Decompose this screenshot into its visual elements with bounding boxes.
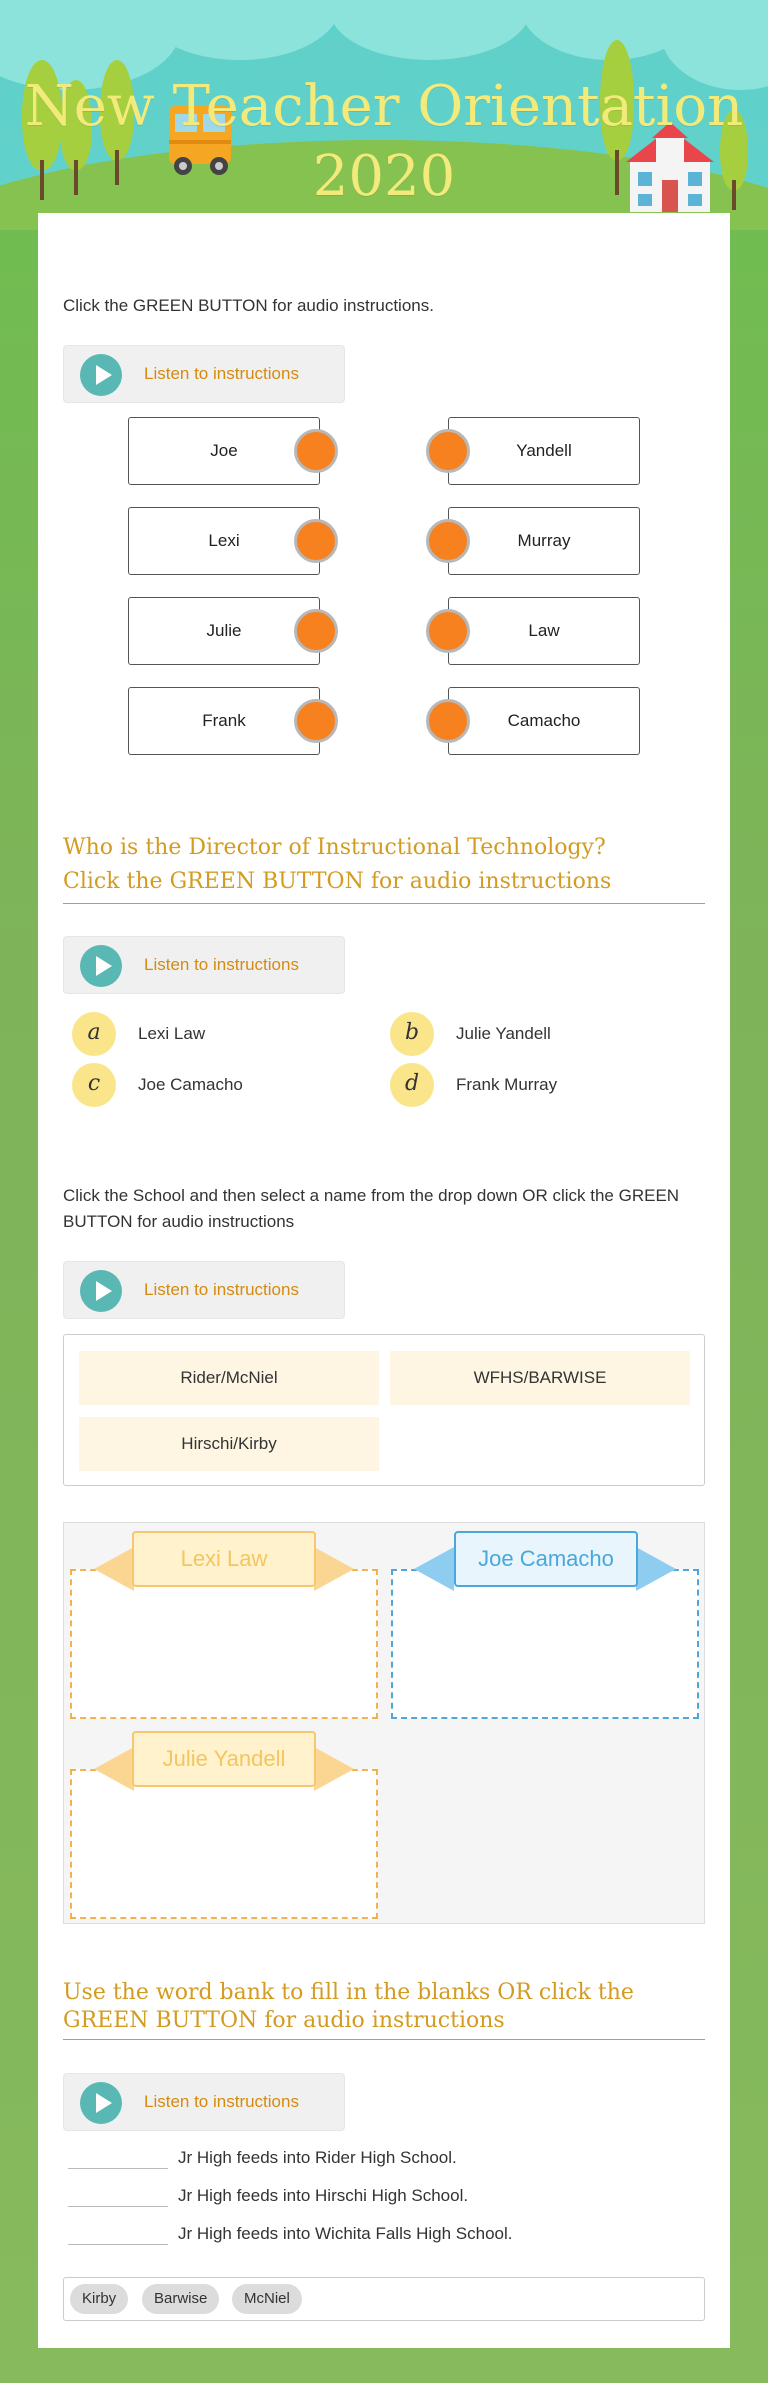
match-connector-dot[interactable] <box>294 429 338 473</box>
option-a-badge[interactable]: a <box>72 1012 116 1056</box>
word-chip[interactable]: McNiel <box>232 2284 302 2314</box>
ribbon-decoration <box>314 1547 354 1591</box>
blank-input[interactable] <box>68 2183 168 2207</box>
q2-title-line1: Who is the Director of Instructional Technology? <box>63 835 606 860</box>
option-a-text[interactable]: Lexi Law <box>138 1024 206 1043</box>
q2-listen-button[interactable] <box>63 936 345 994</box>
option-d-badge[interactable]: d <box>390 1063 434 1107</box>
match-right-item[interactable]: Camacho <box>448 687 640 755</box>
match-right-item[interactable]: Yandell <box>448 417 640 485</box>
fill-sentence: Jr High feeds into Rider High School. <box>178 2148 457 2167</box>
match-connector-dot[interactable] <box>426 699 470 743</box>
category-dropzone[interactable] <box>70 1569 378 1719</box>
listen-label: Listen to instructions <box>144 955 299 974</box>
match-connector-dot[interactable] <box>426 429 470 473</box>
word-chip[interactable]: Kirby <box>70 2284 128 2314</box>
category-dropzone[interactable] <box>70 1769 378 1919</box>
option-d-text[interactable]: Frank Murray <box>456 1075 558 1094</box>
match-connector-dot[interactable] <box>294 699 338 743</box>
ribbon-decoration <box>636 1547 676 1591</box>
play-icon[interactable] <box>80 2082 122 2124</box>
page-title: New Teacher Orientation 2020 <box>24 74 744 209</box>
play-icon[interactable] <box>80 354 122 396</box>
match-connector-dot[interactable] <box>294 519 338 563</box>
worksheet-card <box>38 213 730 2348</box>
q1-listen-button[interactable] <box>63 345 345 403</box>
match-left-item[interactable]: Julie <box>128 597 320 665</box>
listen-label: Listen to instructions <box>144 364 299 383</box>
option-b-text[interactable]: Julie Yandell <box>456 1024 551 1043</box>
play-icon[interactable] <box>80 945 122 987</box>
ribbon-decoration <box>414 1547 454 1591</box>
q3-listen-button[interactable] <box>63 1261 345 1319</box>
fill-sentence: Jr High feeds into Wichita Falls High School. <box>178 2224 513 2243</box>
category-dropzone[interactable] <box>391 1569 699 1719</box>
blank-input[interactable] <box>68 2221 168 2245</box>
match-right-item[interactable]: Law <box>448 597 640 665</box>
blank-input[interactable] <box>68 2145 168 2169</box>
match-connector-dot[interactable] <box>426 609 470 653</box>
match-left-item[interactable]: Frank <box>128 687 320 755</box>
school-chip[interactable]: WFHS/BARWISE <box>390 1351 690 1405</box>
header-banner <box>0 0 768 230</box>
q2-title <box>63 831 705 904</box>
word-chip[interactable]: Barwise <box>142 2284 219 2314</box>
cloud-decoration <box>330 0 530 60</box>
option-c-text[interactable]: Joe Camacho <box>138 1075 243 1094</box>
match-connector-dot[interactable] <box>294 609 338 653</box>
q3-instruction: Click the School and then select a name from the drop down OR click the GREEN BUTTON for audio instructions <box>63 1186 680 1231</box>
match-left-item[interactable]: Lexi <box>128 507 320 575</box>
listen-label: Listen to instructions <box>144 2092 299 2111</box>
q4-title: Use the word bank to fill in the blanks OR click the GREEN BUTTON for audio instructions <box>63 1979 705 2040</box>
word-bank <box>63 2277 705 2321</box>
category-area <box>63 1522 705 1924</box>
option-b-badge[interactable]: b <box>390 1012 434 1056</box>
listen-label: Listen to instructions <box>144 1280 299 1299</box>
q2-title-line2: Click the GREEN BUTTON for audio instructions <box>63 869 612 894</box>
school-chip[interactable]: Hirschi/Kirby <box>79 1417 379 1471</box>
category-label: Lexi Law <box>132 1531 316 1587</box>
school-choices <box>63 1334 705 1486</box>
ribbon-decoration <box>94 1547 134 1591</box>
school-chip[interactable]: Rider/McNiel <box>79 1351 379 1405</box>
option-c-badge[interactable]: c <box>72 1063 116 1107</box>
category-label: Julie Yandell <box>132 1731 316 1787</box>
match-left-item[interactable]: Joe <box>128 417 320 485</box>
match-connector-dot[interactable] <box>426 519 470 563</box>
q4-listen-button[interactable] <box>63 2073 345 2131</box>
ribbon-decoration <box>314 1747 354 1791</box>
match-right-item[interactable]: Murray <box>448 507 640 575</box>
category-label: Joe Camacho <box>454 1531 638 1587</box>
fill-sentence: Jr High feeds into Hirschi High School. <box>178 2186 469 2205</box>
q1-instruction: Click the GREEN BUTTON for audio instructions. <box>63 296 434 315</box>
play-icon[interactable] <box>80 1270 122 1312</box>
ribbon-decoration <box>94 1747 134 1791</box>
